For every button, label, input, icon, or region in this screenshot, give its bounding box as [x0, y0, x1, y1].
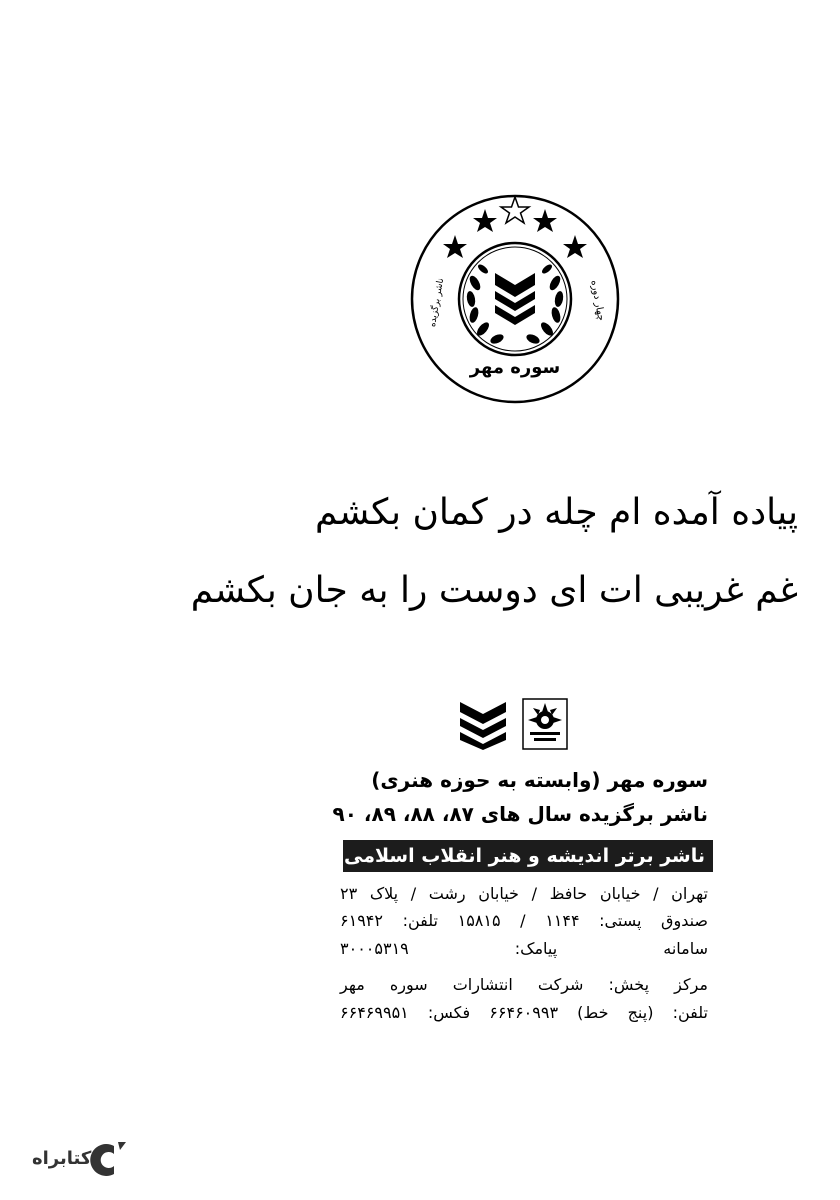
publisher-logos [458, 698, 568, 758]
publisher-award: ناشر برگزیده سال های ۸۷، ۸۸، ۸۹، ۹۰ [332, 802, 708, 826]
book-emblem-icon [458, 698, 508, 750]
publisher-banner: ناشر برتر اندیشه و هنر انقلاب اسلامی [343, 840, 713, 872]
star-outline-icon [501, 197, 529, 223]
address-line-1: تهران / خیابان حافظ / خیابان رشت / پلاک ۲۳ [340, 884, 708, 903]
address-line-3: سامانه پیامک: ۳۰۰۰۵۳۱۹ [340, 939, 708, 958]
publisher-name: سوره مهر (وابسته به حوزه هنری) [371, 768, 708, 792]
address-line-2: صندوق پستی: ۱۱۴۴ / ۱۵۸۱۵ تلفن: ۶۱۹۴۲ [340, 911, 709, 930]
seal-ring-left: ناشر برگزیده [427, 277, 447, 328]
sooreh-mehr-seal-logo [409, 193, 621, 405]
seal-ring-right: چهار دوره [588, 279, 607, 322]
poem-verse-line-1: پیاده آمده ام چله در کمان بکشم [315, 492, 798, 533]
ketabrah-watermark: کتابراه [32, 1148, 92, 1169]
book-emblem-icon [495, 273, 535, 325]
seal-name: سوره مهر [469, 357, 561, 378]
address-line-5: تلفن: (پنج خط) ۶۶۴۶۰۹۹۳ فکس: ۶۶۴۶۹۹۵۱ [340, 1003, 708, 1022]
poem-verse-line-2: غم غریبی ات ای دوست را به جان بکشم [190, 570, 798, 611]
address-line-4: مرکز پخش: شرکت انتشارات سوره مهر [340, 975, 708, 994]
hozeh-honari-emblem-icon [522, 698, 568, 750]
